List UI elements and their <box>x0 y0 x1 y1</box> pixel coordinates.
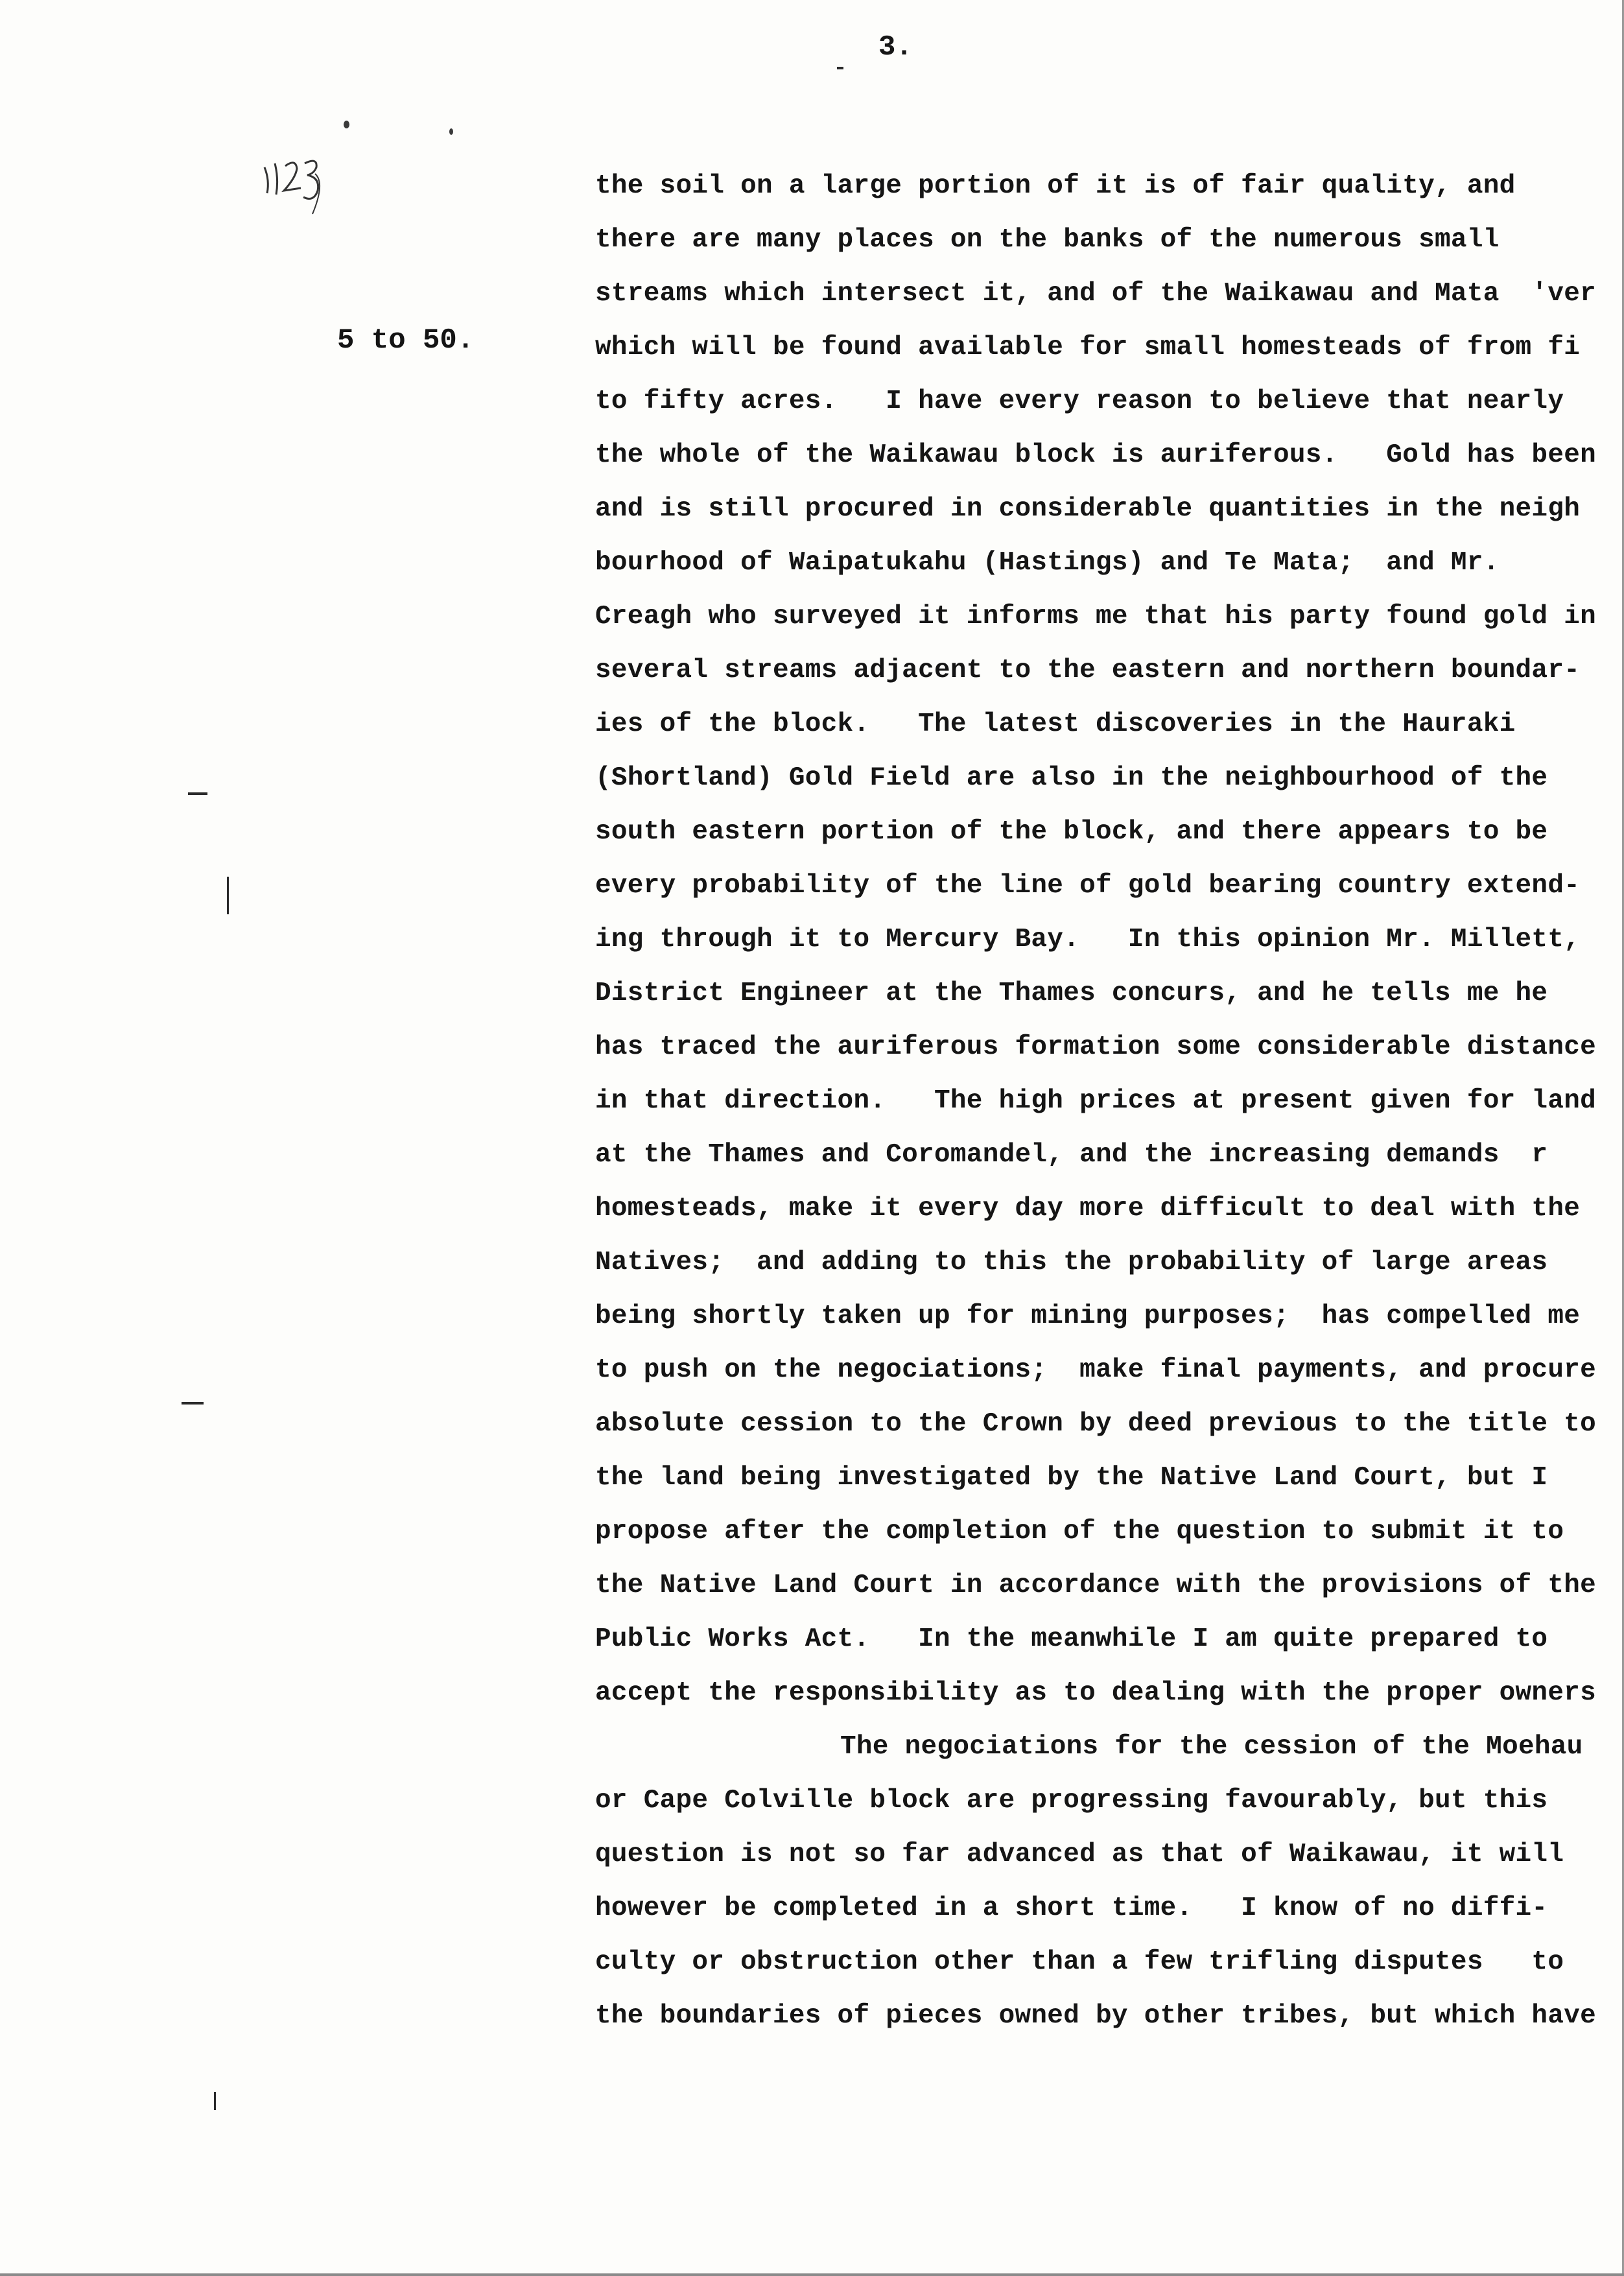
text-line: streams which intersect it, and of the Waikawau and Mata 'ver <box>595 279 1597 309</box>
text-line: the Native Land Court in accordance with the provisions of the <box>595 1571 1597 1600</box>
scan-mark <box>214 2092 216 2110</box>
page-edge-bottom <box>0 2273 1624 2276</box>
text-line: propose after the completion of the question to submit it to <box>595 1517 1564 1547</box>
page-number-mark <box>837 67 843 69</box>
text-line: and is still procured in considerable quantities in the neigh <box>595 494 1581 524</box>
text-line: or Cape Colville block are progressing favourably, but this <box>595 1786 1548 1816</box>
text-line: which will be found available for small homesteads of from fi <box>595 333 1581 362</box>
handwritten-folio-mark <box>258 154 342 226</box>
text-line: to push on the negociations; make final payments, and procure <box>595 1355 1597 1385</box>
text-line: homesteads, make it every day more difficult to deal with the <box>595 1194 1581 1224</box>
scan-speck <box>449 128 453 135</box>
letter-body <box>595 160 1624 2043</box>
scan-mark <box>188 792 207 795</box>
text-line: the soil on a large portion of it is of fair quality, and <box>595 171 1516 201</box>
scan-mark <box>227 877 229 914</box>
text-line: question is not so far advanced as that of Waikawau, it will <box>595 1840 1564 1869</box>
text-line: south eastern portion of the block, and there appears to be <box>595 817 1548 847</box>
text-line: District Engineer at the Thames concurs, and he tells me he <box>595 978 1548 1008</box>
text-line: Creagh who surveyed it informs me that his party found gold in <box>595 602 1597 632</box>
text-line: being shortly taken up for mining purposes; has compelled me <box>595 1301 1581 1331</box>
margin-note: 5 to 50. <box>337 324 475 357</box>
scan-mark <box>182 1402 204 1405</box>
text-line: there are many places on the banks of the numerous small <box>595 225 1500 255</box>
text-line: Natives; and adding to this the probability of large areas <box>595 1248 1548 1277</box>
text-line: several streams adjacent to the eastern and northern boundar- <box>595 656 1581 685</box>
text-line: ies of the block. The latest discoveries in the Hauraki <box>595 709 1516 739</box>
text-line: in that direction. The high prices at present given for land <box>595 1086 1597 1116</box>
text-line: culty or obstruction other than a few trifling disputes to <box>595 1947 1564 1977</box>
text-line: the whole of the Waikawau block is auriferous. Gold has been <box>595 440 1597 470</box>
text-line: Public Works Act. In the meanwhile I am quite prepared to <box>595 1624 1548 1654</box>
text-line: has traced the auriferous formation some considerable distance <box>595 1032 1597 1062</box>
text-line: at the Thames and Coromandel, and the increasing demands r <box>595 1140 1548 1170</box>
text-line: however be completed in a short time. I know of no diffi- <box>595 1893 1548 1923</box>
text-line: the land being investigated by the Native Land Court, but I <box>595 1463 1548 1493</box>
text-line: The negociations for the cession of the Moehau <box>840 1732 1583 1762</box>
page-number: 3. <box>878 31 913 64</box>
text-line: ing through it to Mercury Bay. In this opinion Mr. Millett, <box>595 925 1581 954</box>
text-line: accept the responsibility as to dealing with the proper owners <box>595 1678 1597 1708</box>
text-line: to fifty acres. I have every reason to believe that nearly <box>595 386 1564 416</box>
scan-speck <box>344 121 349 128</box>
text-line: bourhood of Waipatukahu (Hastings) and Te Mata; and Mr. <box>595 548 1500 578</box>
text-line: every probability of the line of gold bearing country extend- <box>595 871 1581 901</box>
text-line: the boundaries of pieces owned by other tribes, but which have <box>595 2001 1597 2031</box>
text-line: absolute cession to the Crown by deed previous to the title to <box>595 1409 1597 1439</box>
text-line: (Shortland) Gold Field are also in the neighbourhood of the <box>595 763 1548 793</box>
